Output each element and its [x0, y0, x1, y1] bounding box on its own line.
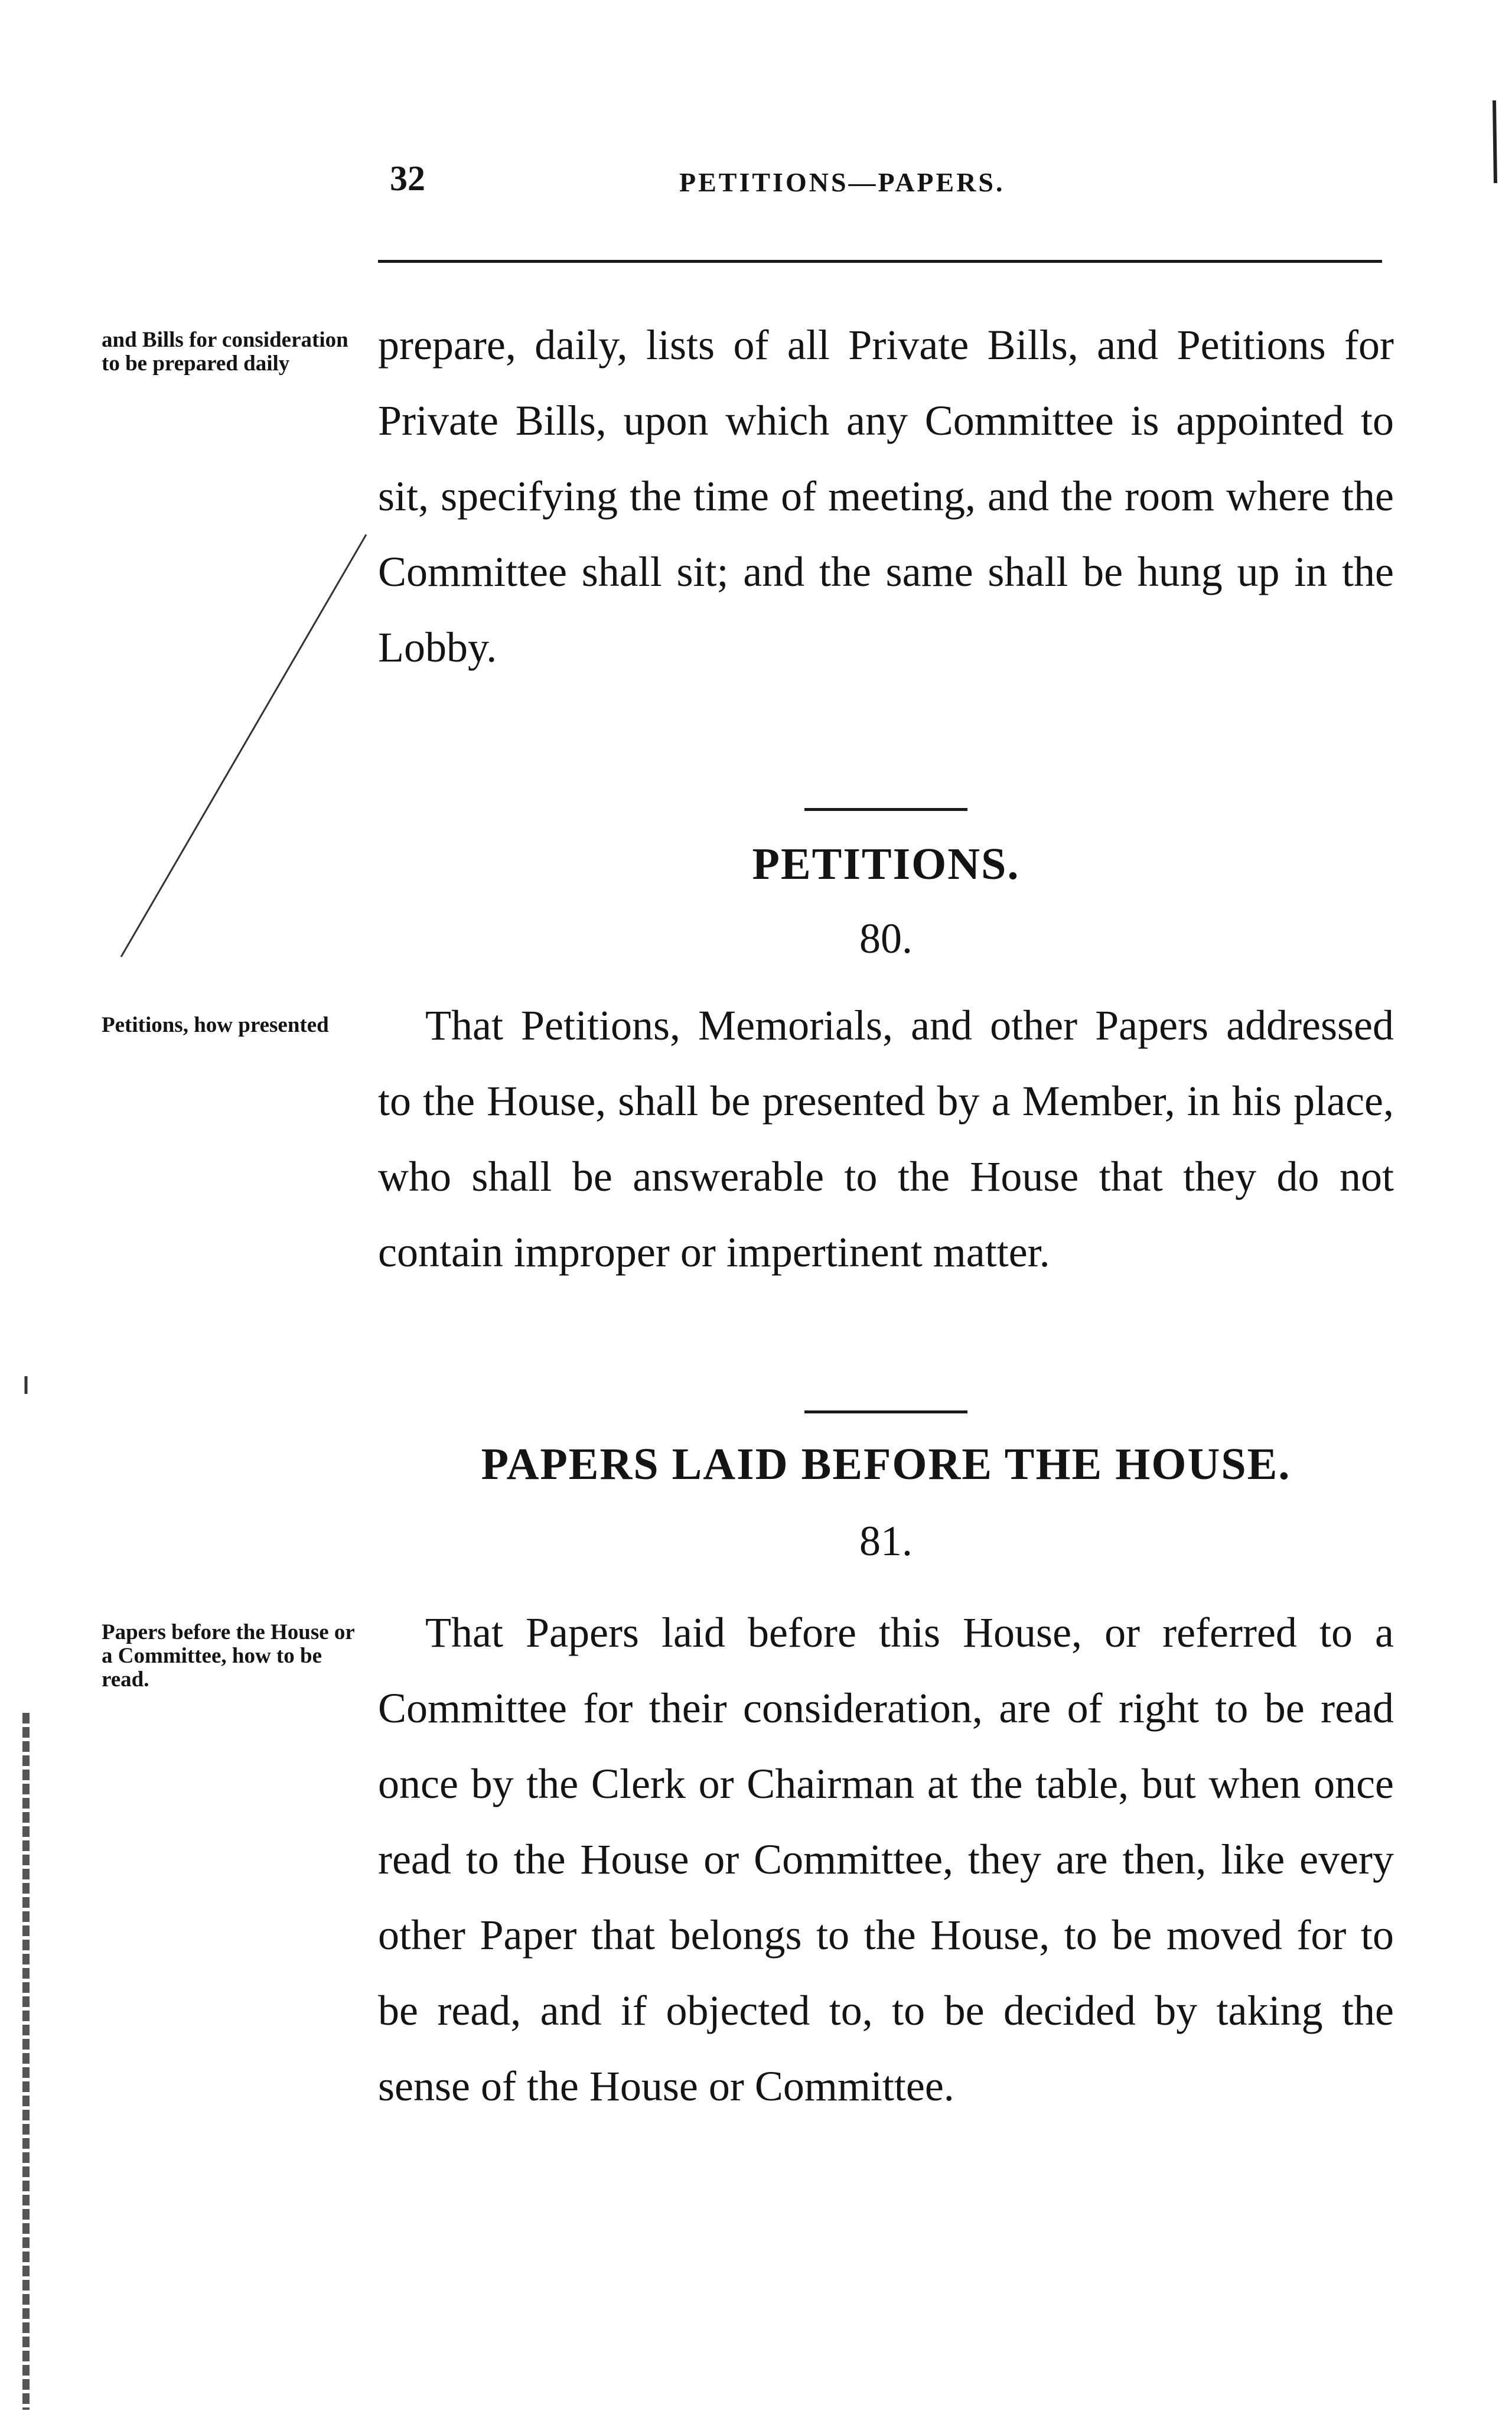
- page-number: 32: [390, 159, 425, 198]
- section-heading-petitions: PETITIONS.: [752, 839, 1020, 889]
- section-divider: [804, 808, 967, 811]
- margin-note-papers: Papers before the House or a Committee, how to be read.: [102, 1620, 355, 1692]
- header-rule: [378, 260, 1382, 263]
- rule-number-81: 81.: [859, 1517, 913, 1565]
- scan-edge-mark: [1494, 100, 1495, 183]
- margin-note-petitions: Petitions, how presented: [102, 1013, 329, 1037]
- margin-note-bills: and Bills for consideration to be prepared daily: [102, 328, 348, 376]
- scan-stray-line: [121, 535, 366, 957]
- running-head: PETITIONS—PAPERS.: [679, 167, 1005, 197]
- rule-number-80: 80.: [859, 915, 913, 962]
- paragraph-petitions: That Petitions, Memorials, and other Papers addressed to the House, shall be presented by a Member, in his place, who shall be answerable to the House that they do not contain improper or impertinent matter.: [378, 1002, 1394, 1276]
- section-divider: [804, 1410, 967, 1413]
- paragraph-papers: That Papers laid before this House, or referred to a Committee for their consideration, are of right to be read once by the Clerk or Chairman at the table, but when once read to the House or Committee, they are then, like every other Paper that belongs to the House, to be moved for to be read, and if objected to, to be decided by taking the sense of the House or Committee.: [378, 1609, 1394, 2110]
- section-heading-papers: PAPERS LAID BEFORE THE HOUSE.: [481, 1439, 1291, 1489]
- continuation-paragraph: prepare, daily, lists of all Private Bills, and Petitions for Private Bills, upon which any Committee is appointed to sit, specifying the time of meeting, and the room where the Committee shall sit; and the same shall be hung up in the Lobby.: [378, 321, 1394, 671]
- page-header: [390, 158, 1394, 206]
